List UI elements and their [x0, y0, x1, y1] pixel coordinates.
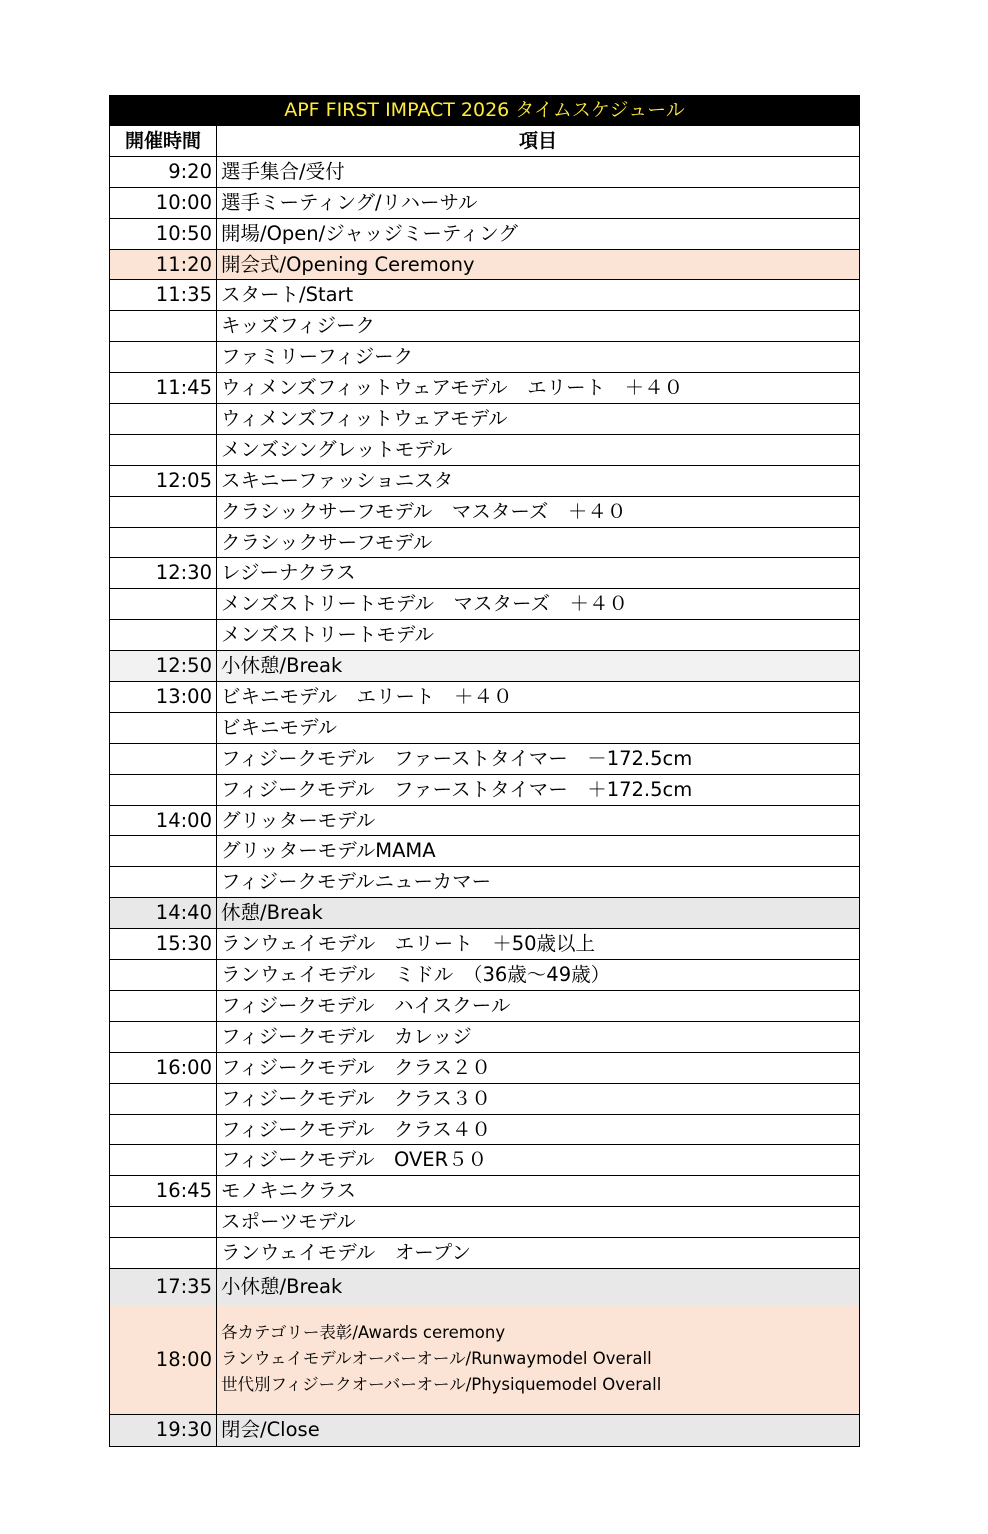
row-item: 小休憩/Break — [221, 654, 343, 678]
row-time: 19:30 — [110, 1415, 217, 1446]
table-row — [110, 497, 859, 528]
row-item: モノキニクラス — [221, 1179, 356, 1203]
header-row — [110, 126, 859, 157]
table-row — [110, 188, 859, 219]
row-item: 開場/Open/ジャッジミーティング — [221, 221, 518, 245]
row-time: 12:50 — [110, 651, 217, 681]
table-row — [110, 373, 859, 404]
row-time — [110, 775, 217, 805]
row-item: フィジークモデル クラス２０ — [221, 1055, 491, 1079]
table-row — [110, 991, 859, 1022]
table-row — [110, 558, 859, 589]
row-time: 9:20 — [110, 157, 217, 187]
table-row — [110, 744, 859, 775]
row-item: ランウェイモデル ミドル （36歳～49歳） — [221, 963, 611, 987]
row-time: 14:00 — [110, 806, 217, 836]
row-time — [110, 311, 217, 341]
row-item: グリッターモデルMAMA — [221, 839, 436, 863]
row-item: 選手集合/受付 — [221, 159, 345, 183]
row-time — [110, 342, 217, 372]
row-time: 12:30 — [110, 558, 217, 588]
table-row — [110, 157, 859, 188]
row-time: 11:35 — [110, 280, 217, 310]
row-item: 選手ミーティング/リハーサル — [221, 190, 478, 214]
row-time — [110, 589, 217, 619]
row-item: 閉会/Close — [221, 1417, 320, 1441]
table-row — [110, 929, 859, 960]
row-item: メンズシングレットモデル — [221, 437, 453, 461]
row-time — [110, 1207, 217, 1237]
row-time: 16:00 — [110, 1053, 217, 1083]
row-item: ランウェイモデル オープン — [221, 1241, 471, 1265]
table-row — [110, 1238, 859, 1269]
row-item: スキニーファッショニスタ — [221, 468, 454, 492]
row-item: フィジークモデル クラス３０ — [221, 1086, 491, 1110]
table-row — [110, 620, 859, 651]
row-time — [110, 1238, 217, 1268]
row-item: ビキニモデル — [221, 715, 338, 739]
awards-line: 各カテゴリー表彰/Awards ceremony — [221, 1322, 506, 1342]
table-row — [110, 1053, 859, 1084]
awards-line: ランウェイモデルオーバーオール/Runwaymodel Overall — [221, 1348, 652, 1368]
row-item: ウィメンズフィットウェアモデル エリート ＋４０ — [221, 376, 684, 400]
schedule-rows — [110, 157, 859, 1305]
row-item: フィジークモデル ファーストタイマー －172.5cm — [221, 746, 693, 770]
table-row — [110, 219, 859, 250]
table-row — [110, 528, 859, 559]
row-time — [110, 1115, 217, 1145]
row-time — [110, 1145, 217, 1175]
row-time — [110, 1022, 217, 1052]
row-item: スポーツモデル — [221, 1210, 356, 1234]
awards-items — [217, 1305, 859, 1414]
table-row — [110, 342, 859, 373]
row-item: ランウェイモデル エリート ＋50歳以上 — [221, 932, 596, 956]
table-row — [110, 651, 859, 682]
row-item: フィジークモデルニューカマー — [221, 870, 492, 894]
schedule-title: APF FIRST IMPACT 2026 タイムスケジュール — [110, 96, 859, 126]
table-row — [110, 311, 859, 342]
table-row — [110, 1084, 859, 1115]
row-time: 10:50 — [110, 219, 217, 249]
row-time — [110, 404, 217, 434]
table-row — [110, 960, 859, 991]
row-item: ビキニモデル エリート ＋４０ — [221, 685, 513, 709]
row-time — [110, 991, 217, 1021]
row-item: フィジークモデル ハイスクール — [221, 993, 511, 1017]
row-item: レジーナクラス — [221, 561, 356, 585]
row-item: キッズフィジーク — [221, 314, 376, 338]
awards-line: 世代別フィジークオーバーオール/Physiquemodel Overall — [221, 1374, 662, 1394]
table-row — [110, 280, 859, 311]
table-row-close — [110, 1415, 859, 1446]
table-row — [110, 1145, 859, 1176]
table-row — [110, 1176, 859, 1207]
row-time: 14:40 — [110, 898, 217, 928]
table-row — [110, 1269, 859, 1305]
table-row — [110, 404, 859, 435]
table-row — [110, 898, 859, 929]
table-row — [110, 867, 859, 898]
schedule-table — [109, 95, 860, 1447]
row-time: 11:20 — [110, 250, 217, 280]
table-row — [110, 806, 859, 837]
row-time — [110, 435, 217, 465]
row-time — [110, 867, 217, 897]
row-time: 16:45 — [110, 1176, 217, 1206]
table-row — [110, 589, 859, 620]
row-time: 13:00 — [110, 682, 217, 712]
table-row — [110, 836, 859, 867]
header-item: 項目 — [518, 130, 557, 152]
row-time — [110, 1084, 217, 1114]
row-item: クラシックサーフモデル — [221, 530, 433, 554]
row-item: メンズストリートモデル マスターズ ＋４０ — [221, 592, 628, 616]
row-time — [110, 528, 217, 558]
table-row-awards — [110, 1305, 859, 1415]
row-item: ファミリーフィジーク — [221, 345, 414, 369]
row-item: メンズストリートモデル — [221, 623, 434, 647]
table-row — [110, 713, 859, 744]
row-time — [110, 744, 217, 774]
row-item: フィジークモデル OVER５０ — [221, 1148, 488, 1172]
row-time — [110, 620, 217, 650]
row-time — [110, 497, 217, 527]
row-time: 11:45 — [110, 373, 217, 403]
row-time: 17:35 — [110, 1269, 217, 1305]
row-time — [110, 960, 217, 990]
row-item: ウィメンズフィットウェアモデル — [221, 407, 508, 431]
row-item: フィジークモデル ファーストタイマー ＋172.5cm — [221, 777, 693, 801]
row-item: スタート/Start — [221, 283, 354, 307]
row-time: 10:00 — [110, 188, 217, 218]
row-time: 18:00 — [110, 1305, 217, 1414]
table-row — [110, 466, 859, 497]
table-row — [110, 682, 859, 713]
row-item: フィジークモデル クラス４０ — [221, 1117, 491, 1141]
table-row — [110, 1115, 859, 1146]
header-time: 開催時間 — [110, 126, 217, 156]
row-time — [110, 836, 217, 866]
row-item: 休憩/Break — [221, 901, 323, 925]
table-row — [110, 435, 859, 466]
table-row — [110, 1207, 859, 1238]
table-row — [110, 250, 859, 281]
table-row — [110, 1022, 859, 1053]
row-time: 15:30 — [110, 929, 217, 959]
row-time — [110, 713, 217, 743]
row-time: 12:05 — [110, 466, 217, 496]
row-item: フィジークモデル カレッジ — [221, 1024, 472, 1048]
row-item: クラシックサーフモデル マスターズ ＋４０ — [221, 499, 627, 523]
row-item: 小休憩/Break — [221, 1274, 343, 1298]
row-item: 開会式/Opening Ceremony — [221, 252, 475, 276]
row-item: グリッターモデル — [221, 808, 376, 832]
table-row — [110, 775, 859, 806]
